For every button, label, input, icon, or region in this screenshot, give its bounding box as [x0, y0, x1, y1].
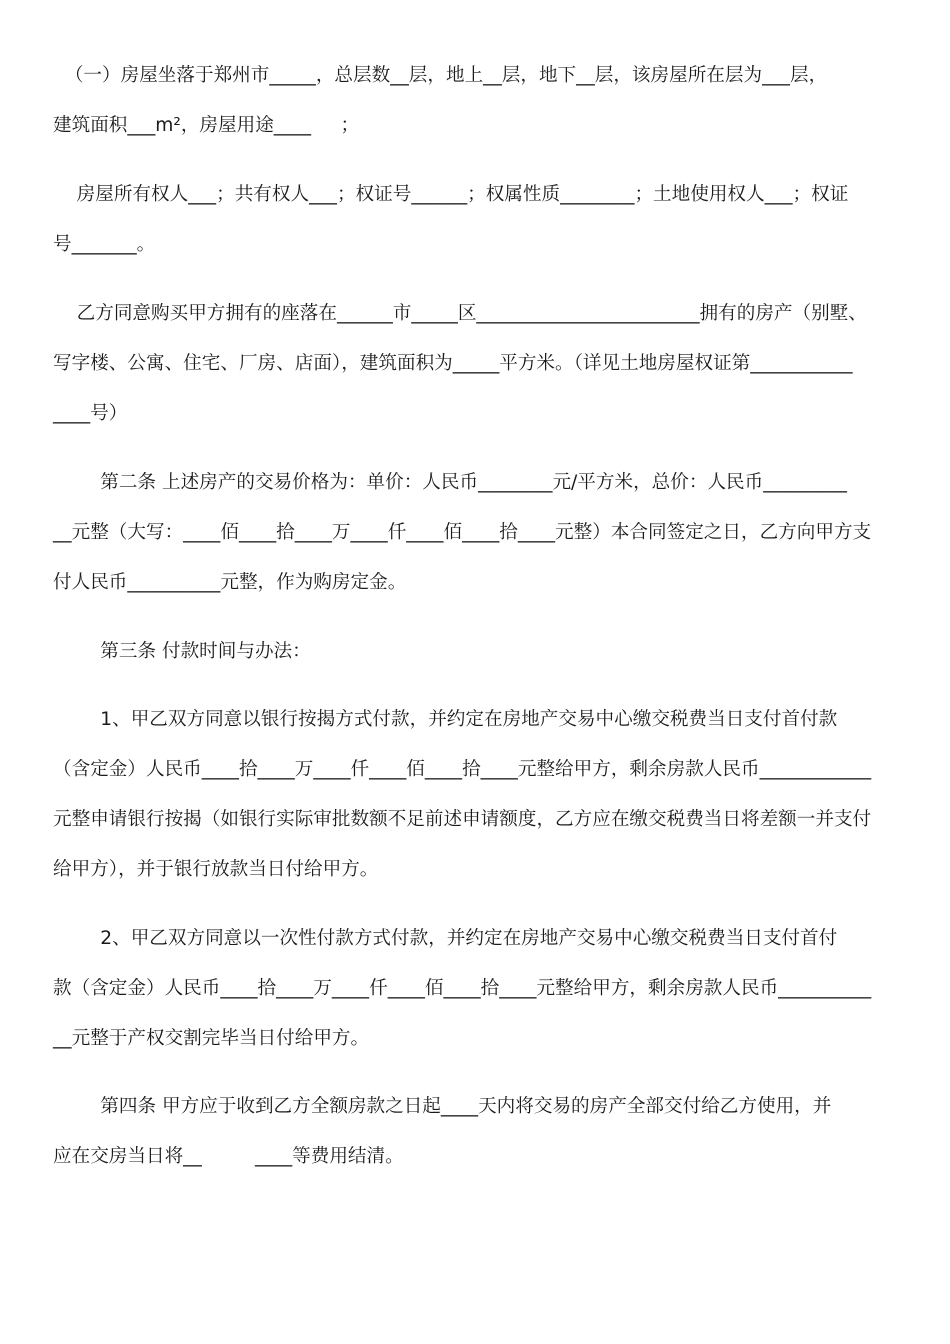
article-3-heading: 第三条 付款时间与办法： — [53, 641, 311, 662]
owner-line-2: 号_______。 — [53, 234, 156, 255]
payment-2-line-2: 款（含定金）人民币____拾____万____仟____佰____拾____元整给甲方，剩余房款人民币__________ — [53, 978, 872, 999]
article-4-line-2: 应在交房当日将__ ____等费用结清。 — [53, 1146, 404, 1167]
purchase-line-1: 乙方同意购买甲方拥有的座落在______市_____区________________________拥有的房产（别墅、 — [53, 303, 867, 324]
payment-1-line-2: （含定金）人民币____拾____万____仟____佰____拾____元整给甲方，剩余房款人民币____________ — [53, 759, 872, 780]
clause-1-line-1: （一）房屋坐落于郑州市_____，总层数__层，地上__层，地下__层，该房屋所在层为___层， — [53, 65, 828, 86]
owner-line-1: 房屋所有权人___；共有权人___；权证号______；权属性质________；土地使用权人___；权证 — [53, 184, 849, 205]
payment-2-line-1: 2、甲乙双方同意以一次性付款方式付款，并约定在房地产交易中心缴交税费当日支付首付 — [53, 928, 838, 949]
purchase-line-3: ____号） — [53, 403, 128, 424]
article-2-line-3: 付人民币__________元整，作为购房定金。 — [53, 572, 407, 593]
payment-2-line-3: __元整于产权交割完毕当日付给甲方。 — [53, 1028, 370, 1049]
article-2-line-2: __元整（大写：____佰____拾____万____仟____佰____拾____元整）本合同签定之日，乙方向甲方支 — [53, 522, 872, 543]
clause-1-line-2: 建筑面积___m²，房屋用途____ ； — [53, 115, 360, 136]
article-4-line-1: 第四条 甲方应于收到乙方全额房款之日起____天内将交易的房产全部交付给乙方使用，并 — [53, 1096, 832, 1117]
payment-1-line-4: 给甲方），并于银行放款当日付给甲方。 — [53, 859, 379, 880]
payment-1-line-1: 1、甲乙双方同意以银行按揭方式付款，并约定在房地产交易中心缴交税费当日支付首付款 — [53, 709, 838, 730]
payment-1-line-3: 元整申请银行按揭（如银行实际审批数额不足前述申请额度，乙方应在缴交税费当日将差额一并支付 — [53, 809, 872, 830]
purchase-line-2: 写字楼、公寓、住宅、厂房、店面），建筑面积为_____平方米。（详见土地房屋权证第___________ — [53, 353, 853, 374]
article-2-line-1: 第二条 上述房产的交易价格为：单价：人民币________元/平方米，总价：人民币_________ — [53, 472, 847, 493]
